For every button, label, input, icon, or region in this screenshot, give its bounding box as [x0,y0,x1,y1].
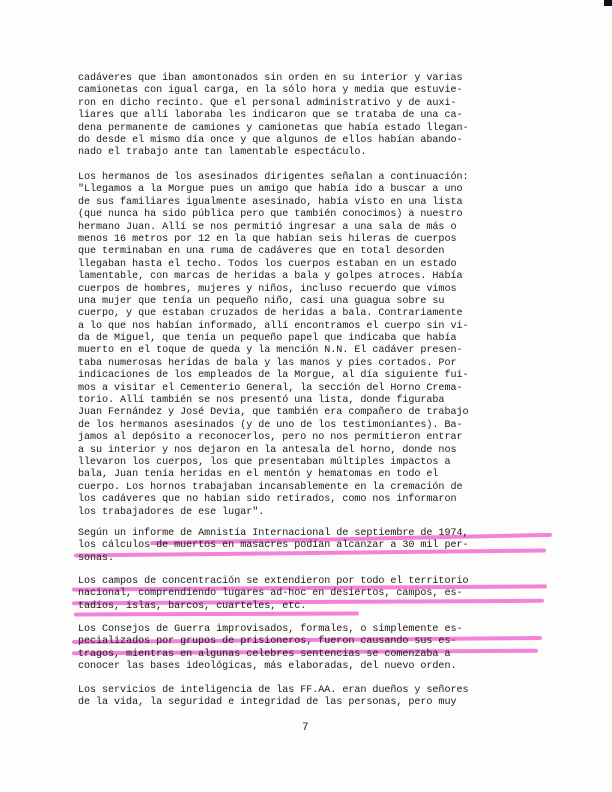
text-line: cuerpo, y que estaban cruzados de heridas a bala. Contrariamente [78,308,463,320]
paragraph-3 [78,528,548,565]
text-line: do desde el mismo día once y que algunos de ellos habían abando- [78,134,463,146]
text-line: de sus familiares igualmente asesinado, había visto en una lista [78,196,463,208]
paragraph-1 [78,73,548,160]
scan-edge-mark [604,0,612,6]
text-line: pecializados por grupos de prisioneros, fueron causando sus es- [78,636,457,648]
text-line: los cadáveres que no habían sido retirados, como nos informaron [78,494,457,506]
text-line: ron en dicho recinto. Que el personal administrativo y de auxi- [78,97,457,109]
text-line: conocer las bases ideológicas, más elaboradas, del nuevo orden. [78,661,457,673]
paragraph-2 [78,172,548,519]
text-line: mos a visitar el Cementerio General, la sección del Horno Crema- [78,382,463,394]
text-line: tragos, mientras en algunas celebres sentencias se comenzaba a [78,648,451,660]
text-line: de los hermanos asesinados (y de uno de los testimoniantes). Ba- [78,419,463,431]
text-line: hermano Juan. Allí se nos permitió ingresar a una sala de más o [78,221,457,233]
text-line: que terminaban en una ruma de cadáveres que en total desorden [78,246,445,258]
text-line: cuerpos de hombres, mujeres y niños, incluso recuerdo que vimos [78,283,457,295]
text-line: bala, Juan tenía heridas en el mentón y hematomas en todo el [78,469,439,481]
text-line: tadios, islas, barcos, cuarteles, etc. [78,600,307,612]
text-line: Los servicios de inteligencia de las FF.AA. eran dueños y señores [78,685,469,696]
paragraph-6 [78,685,548,710]
paragraph-5 [78,624,548,674]
page-number: 7 [302,722,309,734]
text-line: menos 16 metros por 12 en la que habían seis hileras de cuerpos [78,233,457,245]
text-line: llegaban hasta el techo. Todos los cuerpos estaban en un estado [78,258,457,270]
text-line: muerto en el toque de queda y la mención N.N. El cadáver presen- [78,345,463,357]
text-line: los cálculos de muertos en masacres podían alcanzar a 30 mil per- [78,540,469,552]
text-line: nado el trabajo ante tan lamentable espectáculo. [78,147,367,159]
text-line: da de Miguel, que tenía un pequeño papel que indicaba que había [78,333,457,345]
text-line: taba numerosas heridas de bala y las manos y pies cortados. Por [78,357,457,369]
text-line: Los Consejos de Guerra improvisados, formales, o simplemente es- [78,624,463,635]
text-line: lamentable, con marcas de heridas a bala y golpes atroces. Había [78,271,463,283]
text-line: liares que allí laboraba les indicaron que se trataba de una ca- [78,110,463,122]
text-line: (que nunca ha sido pública pero que también conocimos) a nuestro [78,209,463,221]
text-line: una mujer que tenía un pequeño niño, casi una guagua sobre su [78,295,445,307]
text-line: los trabajadores de ese lugar". [78,506,265,518]
text-line: camionetas con igual carga, en la sólo hora y media que estuvie- [78,85,463,97]
text-line: torio. Allí también se nos presentó una lista, donde figuraba [78,395,445,407]
text-line: Juan Fernández y José Devia, que también era compañero de trabajo [78,407,469,419]
text-line: sonas. [78,552,115,564]
text-line: dena permanente de camiones y camionetas que había estado llegan- [78,122,469,134]
text-line: "Llegamos a la Morgue pues un amigo que había ido a buscar a uno [78,184,463,196]
text-line: de la vida, la seguridad e integridad de las personas, pero muy [78,697,457,709]
text-line: cadáveres que iban amontonados sin orden en su interior y varias [78,73,463,84]
text-line: a lo que nos habían informado, allí encontramos el cuerpo sin vi- [78,320,469,332]
paragraph-4 [78,576,548,613]
text-line: Los hermanos de los asesinados dirigentes señalan a continuación: [78,172,469,183]
text-line: a su interior y nos dejaron en la antesala del horno, donde nos [78,444,457,456]
text-line: indicaciones de los empleados de la Morgue, al día siguiente fui- [78,370,469,382]
text-line: cuerpo. Los hornos trabajaban incansablemente en la cremación de [78,481,463,493]
text-line: Los campos de concentración se extendieron por todo el territorio [78,576,469,587]
text-line: jamos al depósito a reconocerlos, pero no nos permitieron entrar [78,432,463,444]
text-line: Según un informe de Amnistía Internacional de septiembre de 1974, [78,528,469,539]
text-line: llevaron los cuerpos, los que presentaban múltiples impactos a [78,456,451,468]
text-line: nacional, comprendiendo lugares ad-hoc en desiertos, campos, es- [78,588,463,600]
